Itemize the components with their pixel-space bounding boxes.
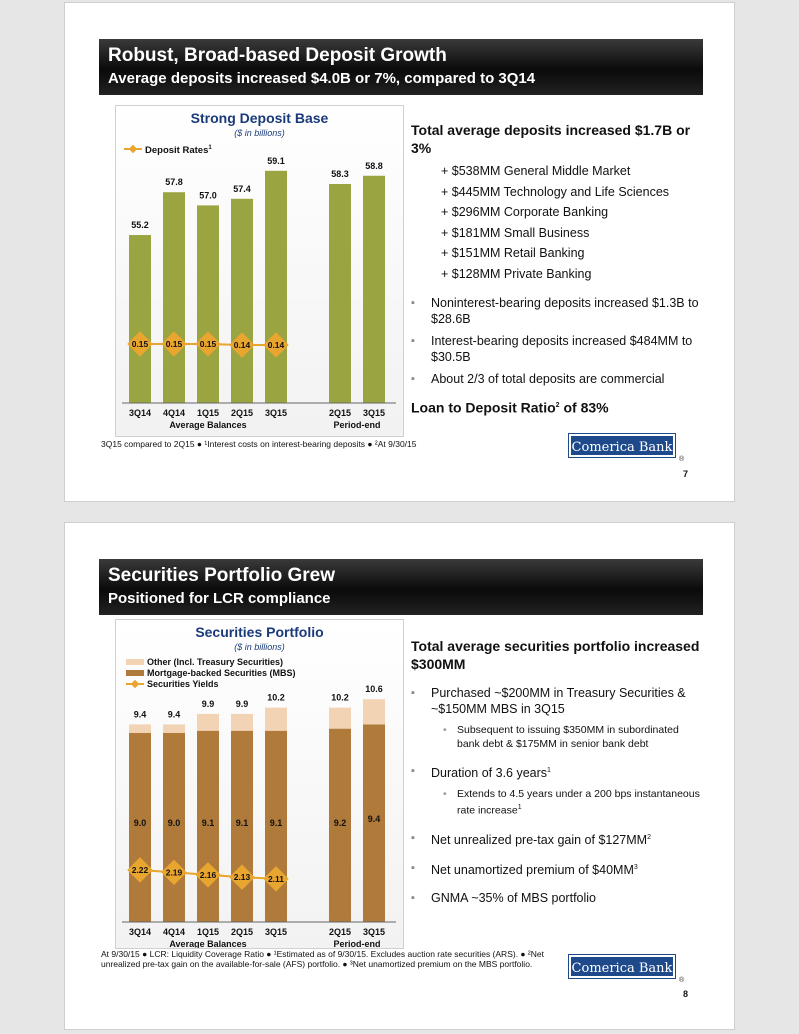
sub-bullet-item: • Subsequent to issuing $350MM in subordinated bank debt & $175MM in senior bank debt: [411, 723, 701, 751]
x-tick-label: 2Q15: [230, 927, 254, 937]
deposit-heading: Total average deposits increased $1.7B or 3%: [411, 122, 691, 156]
bar-value-label: 57.4: [233, 183, 251, 194]
rate-label: 0.15: [199, 339, 217, 349]
securities-chart: [116, 620, 403, 948]
deposit-commentary: [411, 121, 701, 416]
bullet-item: ▪ Net unrealized pre-tax gain of $\$127MM^2$: [411, 830, 701, 848]
other-bar: [265, 708, 287, 731]
chart-unit: ($ in billions): [234, 128, 285, 138]
segment-item: + $445MM Technology and Life Sciences: [441, 184, 670, 199]
deposit-bar: [265, 171, 287, 403]
securities-heading: Total average securities portfolio increased $300MM: [411, 638, 700, 672]
x-tick-label: 2Q15: [328, 408, 352, 418]
x-tick-label: 1Q15: [196, 927, 220, 937]
bar-value-label: 58.8: [365, 160, 383, 171]
mbs-value-label: 9.1: [235, 818, 249, 828]
bullet-item: ▪ Purchased ~$200MM in Treasury Securities & ~$150MM MBS in 3Q15: [411, 685, 701, 717]
footnote: [101, 949, 544, 969]
legend-label-other: Other (Incl. Treasury Securities): [147, 657, 284, 667]
deposit-chart-panel: [115, 105, 404, 437]
legend-swatch-other: [126, 659, 144, 665]
ratio-heading: Loan to Deposit Ratio$^2$ of 83%: [411, 399, 609, 416]
registered-mark: ®: [679, 977, 685, 984]
x-tick-label: 3Q15: [264, 408, 288, 418]
securities-chart-panel: [115, 619, 404, 949]
chart-unit: ($ in billions): [234, 642, 285, 652]
rate-label: 0.15: [131, 339, 149, 349]
total-value-label: 9.9: [235, 698, 249, 709]
legend: [124, 145, 212, 156]
deposit-chart: [116, 106, 403, 436]
total-value-label: 9.4: [167, 709, 181, 720]
deposit-bar: [231, 199, 253, 403]
bullet-item: ▪ GNMA ~35% of MBS portfolio: [411, 890, 701, 906]
bar-value-label: 55.2: [131, 220, 149, 231]
slide-title: Securities Portfolio Grew: [108, 565, 335, 586]
footnote-line: unrealized pre-tax gain on the available-for-sale (AFS) portfolio. ● ³Net unamortized premium on the MBS portfolio.: [101, 959, 533, 969]
deposit-bar: [363, 176, 385, 403]
slide-7: [64, 2, 735, 502]
mbs-value-label: 9.0: [133, 818, 147, 828]
deposit-bar: [329, 184, 351, 403]
yield-label: 2.13: [233, 872, 251, 883]
bar-value-label: 57.0: [199, 190, 217, 201]
legend: [126, 657, 296, 689]
slide-title: Robust, Broad-based Deposit Growth: [108, 45, 447, 66]
footnote: 3Q15 compared to 2Q15 ● ¹Interest costs on interest-bearing deposits ● ²At 9/30/15: [101, 439, 417, 449]
group-label: Period-end: [333, 939, 381, 948]
total-value-label: 9.4: [133, 709, 147, 720]
sub-bullet-item: • Extends to 4.5 years under a 200 bps instantaneous rate increase$^1$: [411, 787, 701, 818]
x-tick-label: 3Q14: [128, 408, 152, 418]
group-label: Average Balances: [169, 420, 247, 430]
total-value-label: 10.6: [365, 684, 383, 695]
mbs-value-label: 9.1: [201, 818, 215, 828]
other-bar: [363, 699, 385, 724]
x-tick-label: 1Q15: [196, 408, 220, 418]
segment-item: + $296MM Corporate Banking: [441, 205, 609, 220]
chart-title: Securities Portfolio: [195, 624, 324, 640]
total-value-label: 10.2: [331, 692, 349, 703]
page-number: 7: [683, 469, 689, 479]
segment-item: + $538MM General Middle Market: [441, 164, 631, 178]
total-value-label: 10.2: [267, 692, 285, 703]
page-number: 8: [683, 989, 689, 999]
bullet-item: ▪ Noninterest-bearing deposits increased $1.3B to $28.6B: [411, 295, 701, 327]
title-banner: [99, 39, 703, 95]
comerica-logo: Comerica Bank: [569, 434, 675, 457]
deposit-bar: [129, 235, 151, 403]
bullet-list: [411, 295, 701, 387]
yield-label: 2.22: [131, 865, 149, 875]
other-bar: [163, 724, 185, 732]
segment-list: [411, 161, 701, 285]
slide-subtitle: Average deposits increased $4.0B or 7%, compared to 3Q14: [108, 70, 536, 87]
x-tick-label: 3Q15: [264, 927, 288, 937]
title-banner: [99, 559, 703, 615]
segment-item: + $128MM Private Banking: [441, 266, 592, 281]
segment-item: + $181MM Small Business: [441, 225, 590, 240]
legend-marker: [129, 145, 137, 153]
legend-swatch-mbs: [126, 670, 144, 676]
x-tick-label: 2Q15: [230, 408, 254, 418]
x-tick-label: 3Q14: [128, 927, 152, 937]
total-value-label: 9.9: [201, 698, 215, 709]
x-tick-label: 2Q15: [328, 927, 352, 937]
other-bar: [129, 724, 151, 732]
rate-label: 0.15: [165, 339, 183, 349]
legend-label-yields: Securities Yields: [147, 679, 219, 689]
group-label: Average Balances: [169, 939, 247, 948]
slide-8: [64, 522, 735, 1030]
chart-title: Strong Deposit Base: [190, 110, 329, 126]
other-bar: [231, 714, 253, 731]
x-tick-label: 3Q15: [362, 927, 386, 937]
securities-commentary: [411, 637, 701, 906]
legend-label: Deposit Rates$^1$: [145, 145, 212, 156]
bar-value-label: 58.3: [331, 168, 349, 179]
legend-marker: [131, 680, 139, 688]
bullet-item: ▪ About 2/3 of total deposits are commercial: [411, 371, 701, 387]
rate-label: 0.14: [267, 340, 285, 350]
registered-mark: ®: [679, 456, 685, 463]
bullet-item: ▪ Duration of 3.6 years$^1$: [411, 763, 701, 781]
yield-label: 2.16: [199, 869, 217, 880]
yield-label: 2.19: [165, 867, 183, 878]
other-bar: [197, 714, 219, 731]
comerica-logo: Comerica Bank: [569, 955, 675, 978]
mbs-value-label: 9.1: [269, 818, 283, 828]
bar-value-label: 57.8: [165, 177, 183, 188]
slide-subtitle: Positioned for LCR compliance: [108, 590, 331, 607]
rate-label: 0.14: [233, 340, 251, 350]
deposit-bar: [163, 192, 185, 403]
group-label: Period-end: [333, 420, 381, 430]
footnote-line: At 9/30/15 ● LCR: Liquidity Coverage Ratio ● ¹Estimated as of 9/30/15. Excludes auction rate securities (ARS). ● ²Net: [101, 949, 544, 959]
other-bar: [329, 708, 351, 729]
mbs-value-label: 9.2: [333, 818, 347, 828]
x-tick-label: 4Q14: [162, 927, 186, 937]
legend-label-mbs: Mortgage-backed Securities (MBS): [147, 668, 296, 678]
x-tick-label: 3Q15: [362, 408, 386, 418]
segment-item: + $151MM Retail Banking: [441, 246, 585, 261]
bar-value-label: 59.1: [267, 155, 285, 166]
x-tick-label: 4Q14: [162, 408, 186, 418]
bullet-item: ▪ Net unamortized premium of $\$40MM^3$: [411, 860, 701, 878]
bullet-item: ▪ Interest-bearing deposits increased $484MM to $30.5B: [411, 333, 701, 365]
mbs-value-label: 9.0: [167, 818, 181, 828]
deposit-bar: [197, 205, 219, 403]
yield-label: 2.11: [267, 873, 285, 884]
mbs-value-label: 9.4: [367, 814, 381, 824]
